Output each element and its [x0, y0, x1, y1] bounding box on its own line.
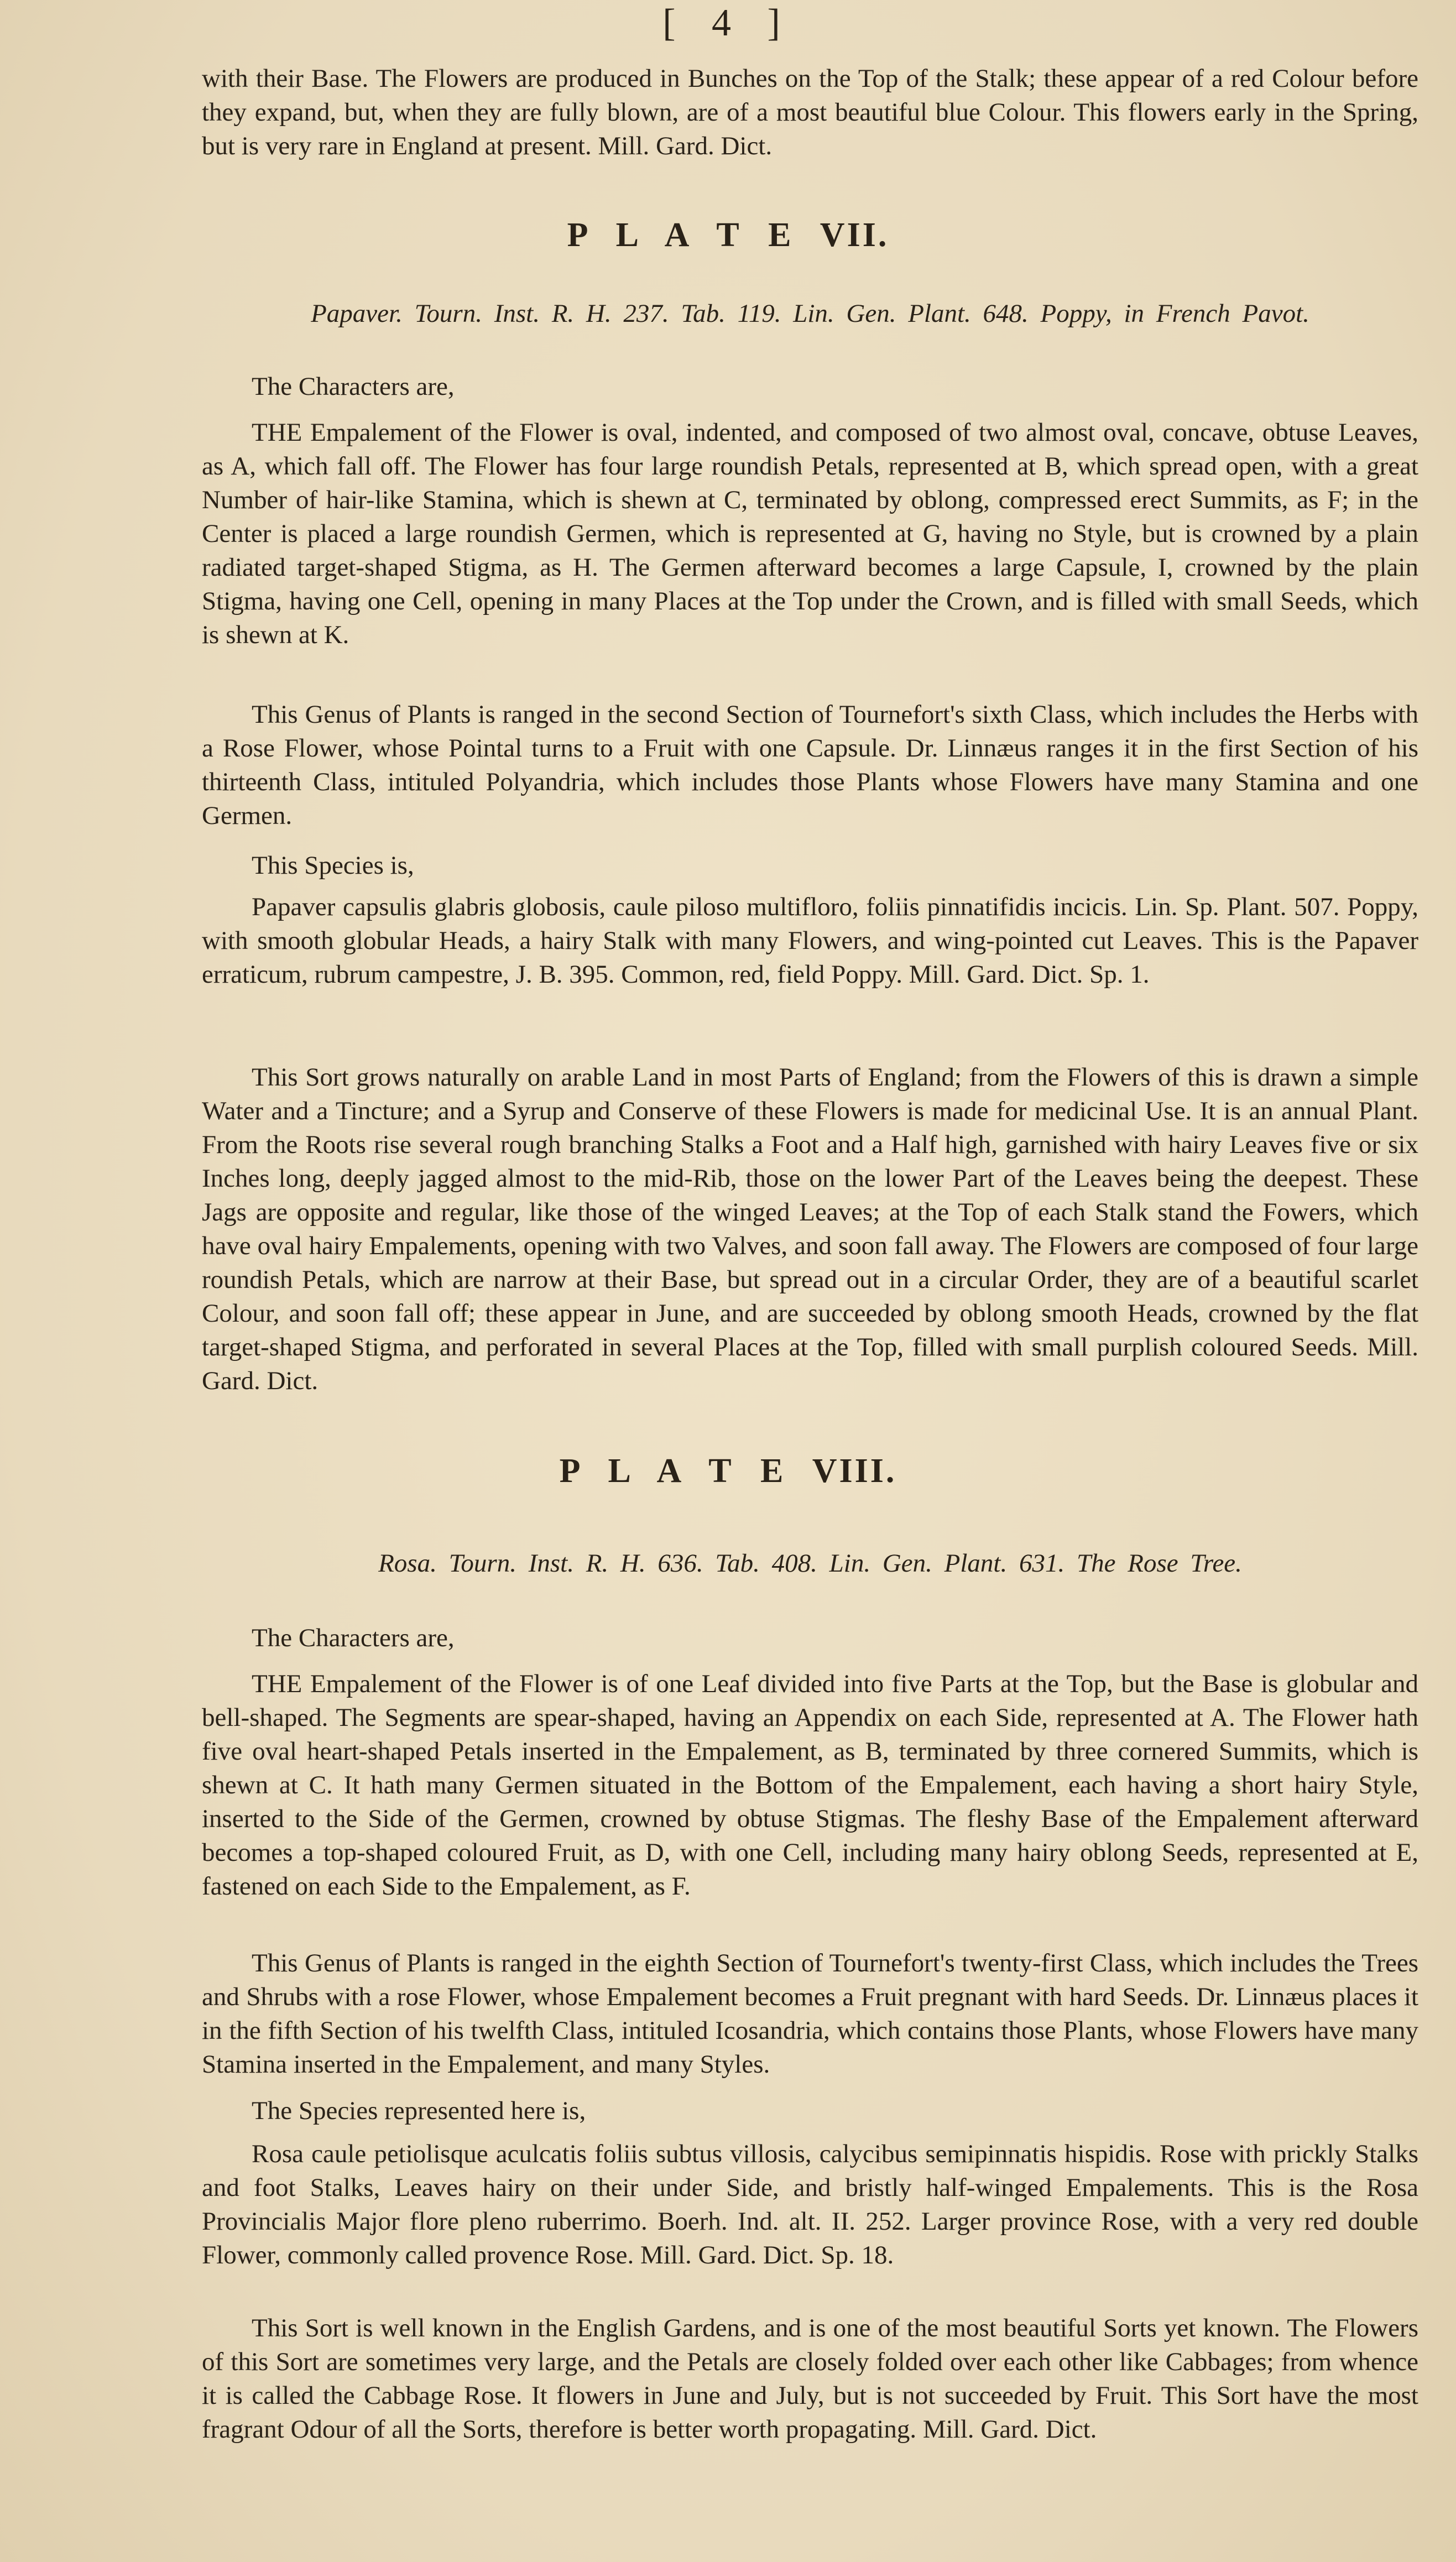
plate-7-heading: P L A T E VII. — [567, 216, 889, 254]
plate-8-heading: P L A T E VIII. — [559, 1452, 897, 1490]
continuation-text: with their Base. The Flowers are produced in Bunches on the Top of the Stalk; these appear of a red Colour before they expand, but, when they are fully blown, are of a most beautiful blue Colour. This flowers early in the Spring, but is very rare in England at present. Mill. Gard. Dict. — [202, 64, 1418, 160]
plate-8-species-intro: The Species represented here is, — [252, 2096, 586, 2125]
continuation-paragraph — [202, 62, 1418, 163]
plate-7-description-text: This Sort grows naturally on arable Land in most Parts of England; from the Flowers of this is drawn a simple Water and a Tincture; and a Syrup and Conserve of these Flowers is made for medicinal Use. It is an annual Plant. From the Roots rise several rough branching Stalks a Foot and a Half high, garnished with hairy Leaves five or six Inches long, deeply jagged almost to the mid-Rib, those on the lower Part of the Leaves being the deepest. These Jags are opposite and regular, like those of the winged Leaves; at the Top of each Stalk stand the Fowers, which have oval hairy Empalements, opening with two Valves, and soon fall away. The Flowers are composed of four large roundish Petals, which are narrow at their Base, but spread out in a circular Order, they are of a beautiful scarlet Colour, and soon fall off; these appear in June, and are succeeded by oblong smooth Heads, crowned by the flat target-shaped Stigma, and perforated in several Places at the Top, filled with small purplish coloured Seeds. Mill. Gard. Dict. — [202, 1063, 1418, 1395]
plate-7-genus-text: This Genus of Plants is ranged in the second Section of Tournefort's sixth Class, which includes the Herbs with a Rose Flower, whose Pointal turns to a Fruit with one Capsule. Dr. Linnæus ranges it in the first Section of his thirteenth Class, intituled Polyandria, which includes those Plants whose Flowers have many Stamina and one Germen. — [202, 700, 1418, 830]
plate-7-characters-text: THE Empalement of the Flower is oval, indented, and composed of two almost oval, concave, obtuse Leaves, as A, which fall off. The Flower has four large roundish Petals, represented at B, which spread open, with a great Number of hair-like Stamina, which is shewn at C, terminated by oblong, compressed erect Summits, as F; in the Center is placed a large roundish Germen, which is represented at G, having no Style, but is crowned by a plain radiated target-shaped Stigma, as H. The Germen afterward becomes a large Capsule, I, crowned by the plain Stigma, having one Cell, opening in many Places at the Top under the Crown, and is filled with small Seeds, which is shewn at K. — [202, 418, 1418, 649]
plate-8-reference: Rosa. Tourn. Inst. R. H. 636. Tab. 408. Lin. Gen. Plant. 631. The Rose Tree. — [378, 1549, 1242, 1578]
plate-7-description — [202, 1061, 1418, 1398]
plate-7-species — [202, 890, 1418, 992]
plate-7-reference: Papaver. Tourn. Inst. R. H. 237. Tab. 119. Lin. Gen. Plant. 648. Poppy, in French Pavot. — [311, 299, 1309, 328]
plate-8-characters-text: THE Empalement of the Flower is of one Leaf divided into five Parts at the Top, but the Base is globular and bell-shaped. The Segments are spear-shaped, having an Appendix on each Side, represented at A. The Flower hath five oval heart-shaped Petals inserted in the Empalement, as B, terminated by three cornered Summits, which is shewn at C. It hath many Germen situated in the Bottom of the Empalement, each having a short hairy Style, inserted to the Side of the Germen, crowned by obtuse Stigmas. The fleshy Base of the Empalement afterward becomes a top-shaped coloured Fruit, as D, with one Cell, including many hairy oblong Seeds, represented at E, fastened on each Side to the Empalement, as F. — [202, 1669, 1418, 1901]
plate-8-description-text: This Sort is well known in the English Gardens, and is one of the most beautiful Sorts yet known. The Flowers of this Sort are sometimes very large, and the Petals are closely folded over each other like Cabbages; from whence it is called the Cabbage Rose. It flowers in June and July, but is not succeeded by Fruit. This Sort have the most fragrant Odour of all the Sorts, therefore is better worth propagating. Mill. Gard. Dict. — [202, 2314, 1418, 2444]
plate-7-characters — [202, 416, 1418, 652]
plate-8-description — [202, 2311, 1418, 2446]
plate-8-species — [202, 2137, 1418, 2272]
plate-8-genus-text: This Genus of Plants is ranged in the eighth Section of Tournefort's twenty-first Class, which includes the Trees and Shrubs with a rose Flower, whose Empalement becomes a Fruit pregnant with hard Seeds. Dr. Linnæus places it in the fifth Section of his twelfth Class, intituled Icosandria, which contains those Plants, whose Flowers have many Stamina inserted in the Empalement, and many Styles. — [202, 1949, 1418, 2079]
plate-8-genus — [202, 1947, 1418, 2081]
plate-7-genus — [202, 698, 1418, 833]
page-number: [ 4 ] — [662, 2, 794, 44]
plate-7-characters-intro: The Characters are, — [252, 372, 455, 401]
plate-8-characters — [202, 1667, 1418, 1903]
plate-8-species-text: Rosa caule petiolisque aculcatis foliis subtus villosis, calycibus semipinnatis hispidis. Rose with prickly Stalks and foot Stalks, Leaves hairy on their under Side, and bristly half-winged Empalements. This is the Rosa Provincialis Major flore pleno ruberrimo. Boerh. Ind. alt. II. 252. Larger province Rose, with a very red double Flower, commonly called provence Rose. Mill. Gard. Dict. Sp. 18. — [202, 2140, 1418, 2269]
plate-7-species-intro: This Species is, — [252, 851, 414, 880]
plate-8-characters-intro: The Characters are, — [252, 1624, 455, 1652]
plate-7-species-text: Papaver capsulis glabris globosis, caule piloso multifloro, foliis pinnatifidis incicis. Lin. Sp. Plant. 507. Poppy, with smooth globular Heads, a hairy Stalk with many Flowers, and wing-pointed cut Leaves. This is the Papaver erraticum, rubrum campestre, J. B. 395. Common, red, field Poppy. Mill. Gard. Dict. Sp. 1. — [202, 893, 1418, 989]
